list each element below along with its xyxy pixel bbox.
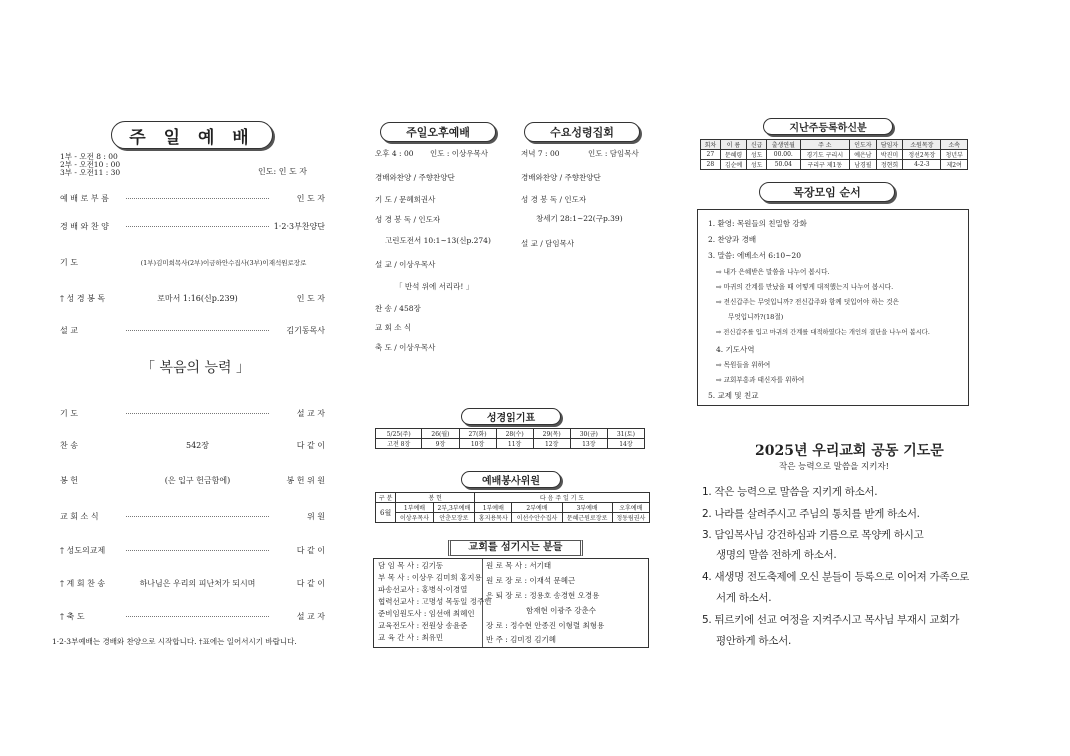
reading-chapter: 9장 (422, 439, 459, 449)
newcomer-cell: 성도 (747, 150, 767, 160)
staff-role: 교육전도사 : 전원상 송윤준 (378, 621, 468, 630)
cell-item: 1. 환영: 목원들의 친밀함 강화 (708, 219, 807, 228)
service-name: 안춘모장로 (433, 513, 474, 523)
prayer-item: 평안하게 하소서. (716, 635, 791, 647)
staff-role: 준비임원도사 : 임선애 최혜인 (378, 609, 475, 618)
service-name: 이선수안수집사 (512, 513, 562, 523)
service-month: 6월 (376, 503, 396, 523)
afternoon-item: 「 반석 위에 서리라! 」 (395, 282, 474, 291)
newcomer-cell: 제2여 (941, 160, 968, 170)
cell-item: ⇨ 교회부흥과 태신자를 위하여 (716, 376, 805, 384)
reading-chapter: 13장 (570, 439, 607, 449)
service-name: 이상우목사 (396, 513, 433, 523)
cell-item: ⇨ 전신갑주를 입고 마귀의 간계를 대적하였다는 개인의 결단을 나누어 봅시다. (716, 329, 930, 336)
order-row: 기 도 설 교 자 (60, 409, 325, 418)
order-row: 예 배 로 부 름 인 도 자 (60, 194, 325, 203)
newcomer-header: 출생연월 (767, 140, 801, 150)
prayer-item: 1. 작은 능력으로 말씀을 지키게 하소서. (702, 486, 878, 498)
cell-item: 4. 기도사역 (716, 345, 755, 354)
reading-day: 29(목) (533, 429, 570, 439)
service-header: 구 분 (376, 493, 396, 503)
cell-item: 5. 교제 및 친교 (708, 391, 759, 400)
newcomer-cell: 정현희 (876, 160, 903, 170)
newcomer-cell: 예은남 (850, 150, 877, 160)
staff-role: 부 목 사 : 이상우 김미희 홍지용 (378, 573, 482, 582)
staff-role: 함재현 이광주 강춘수 (526, 606, 596, 615)
wednesday-item: 창세기 28:1~22(구p.39) (536, 214, 623, 223)
newcomer-cell: 김순예 (720, 160, 747, 170)
newcomer-cell: 청년부 (941, 150, 968, 160)
order-row: 봉 헌 (은 입구 헌금함에) 봉 헌 위 원 (60, 476, 325, 485)
service-sub-row (376, 503, 650, 513)
newcomer-table (700, 139, 968, 170)
afternoon-item: 경배와찬양 / 주향찬양단 (375, 173, 455, 182)
newcomer-cell: 28 (701, 160, 721, 170)
service-name: 홍지용목사 (475, 513, 512, 523)
service-sub: 1부예배 (475, 503, 512, 513)
newcomer-row (701, 150, 968, 160)
reading-chapter: 12장 (533, 439, 570, 449)
staff-role: 은 퇴 장 로 : 정용호 송경현 오경용 (486, 591, 600, 600)
staff-role: 협력선교사 : 고명성 목동일 정주헌 (378, 597, 492, 606)
cell-item: 3. 말씀: 에베소서 6:10~20 (708, 251, 801, 260)
reading-chapter: 10장 (459, 439, 496, 449)
service-sub: 1부예배 (396, 503, 433, 513)
reading-day: 28(수) (496, 429, 533, 439)
afternoon-title: 주일오후예배 (380, 122, 496, 142)
newcomer-cell: 50.04 (767, 160, 801, 170)
newcomer-row (701, 160, 968, 170)
prayer-item: 서게 하소서. (716, 592, 772, 604)
order-row: 찬 송 542장 다 같 이 (60, 441, 325, 450)
afternoon-item: 성 경 봉 독 / 인도자 (375, 215, 441, 224)
prayer-item: 생명의 말씀 전하게 하소서. (716, 549, 837, 561)
staff-role: 원 로 장 로 : 이재석 문혜근 (486, 576, 576, 585)
wednesday-time: 저녁 7 : 00 (521, 149, 560, 158)
staff-role: 장 로 : 정수현 안종진 이형렬 최형용 (486, 621, 605, 630)
reading-title: 성경읽기표 (461, 408, 561, 425)
reading-chapter: 11장 (496, 439, 533, 449)
afternoon-item: 설 교 / 이상우목사 (375, 260, 436, 269)
service-header: 다 음 주 일 기 도 (475, 493, 650, 503)
newcomer-cell: 박진미 (876, 150, 903, 160)
wednesday-item: 성 경 봉 독 / 인도자 (521, 195, 587, 204)
sermon-title: 「 복음의 능력 」 (141, 360, 250, 376)
service-name: 문혜근원로장로 (562, 513, 612, 523)
newcomer-cell: 구리구 제1동 (800, 160, 850, 170)
service-sub: 2부,3부예배 (433, 503, 474, 513)
service-header: 봉 헌 (396, 493, 475, 503)
order-row: 교 회 소 식 위 원 (60, 512, 325, 521)
service-time-2: 2부 - 오전10 : 00 (60, 160, 121, 169)
newcomer-cell: 문혜령 (720, 150, 747, 160)
afternoon-time: 오후 4 : 00 (375, 149, 414, 158)
order-row: † 성 경 봉 독 로마서 1:16(신p.239) 인 도 자 (60, 294, 325, 303)
newcomer-header: 회차 (701, 140, 721, 150)
reading-table (375, 428, 645, 449)
staff-box (373, 558, 649, 648)
main-service-title: 주 일 예 배 (111, 121, 273, 149)
newcomer-cell: 남경필 (850, 160, 877, 170)
newcomer-title: 지난주등록하신분 (763, 118, 893, 135)
cell-meeting-box (697, 209, 969, 406)
order-row: † 축 도 설 교 자 (60, 612, 325, 621)
service-time-3: 3부 - 오전11 : 30 (60, 168, 121, 177)
reading-chapters-row (376, 439, 645, 449)
afternoon-item: 찬 송 / 458장 (375, 304, 421, 313)
newcomer-cell: 4-2-3 (903, 160, 941, 170)
newcomer-header: 인도자 (850, 140, 877, 150)
cell-meeting-title: 목장모임 순서 (759, 182, 895, 202)
prayer-item: 3. 담임목사님 강건하심과 기름으로 목양케 하시고 (702, 529, 924, 541)
intro-leader: 인도: 인 도 자 (258, 167, 307, 176)
wednesday-item: 설 교 / 담임목사 (521, 239, 575, 248)
newcomer-header: 주 소 (800, 140, 850, 150)
service-time-1: 1부 - 오전 8 : 00 (60, 152, 118, 161)
cell-item: 2. 찬양과 경배 (708, 235, 757, 244)
afternoon-item: 기 도 / 문혜희권사 (375, 195, 436, 204)
afternoon-item: 축 도 / 이상우목사 (375, 343, 436, 352)
newcomer-cell: 27 (701, 150, 721, 160)
afternoon-item: 고린도전서 10:1~13(신p.274) (385, 236, 491, 245)
staff-role: 파송선교사 : 홍병식·이경열 (378, 585, 468, 594)
prayer-item: 4. 새생명 전도축제에 오신 분들이 등록으로 이어져 가족으로 (702, 571, 969, 583)
cell-item: ⇨ 전신갑주는 무엇입니까? 전신갑주와 함께 덧입어야 하는 것은 (716, 298, 899, 306)
service-sub: 2부예배 (512, 503, 562, 513)
service-names-row (376, 513, 650, 523)
order-row: 설 교 김기동목사 (60, 326, 325, 335)
order-row: 경 배 와 찬 양 1·2·3부찬양단 (60, 222, 325, 231)
cell-item: ⇨ 내가 은혜받은 말씀을 나누어 봅시다. (716, 268, 830, 276)
newcomer-header: 소원목장 (903, 140, 941, 150)
newcomer-header: 담임자 (876, 140, 903, 150)
reading-day: 31(토) (607, 429, 644, 439)
reading-chapter: 고전 8장 (376, 439, 422, 449)
newcomer-cell: 경기도 구리시 (800, 150, 850, 160)
reading-days-row (376, 429, 645, 439)
staff-role: 반 주 : 김미정 김기혜 (486, 635, 557, 644)
reading-day: 26(월) (422, 429, 459, 439)
staff-role: 원 로 목 사 : 서기태 (486, 561, 552, 570)
wednesday-leader: 인도 : 담임목사 (588, 149, 639, 158)
newcomer-header: 신급 (747, 140, 767, 150)
newcomer-cell: 00.00. (767, 150, 801, 160)
wednesday-title: 수요성령집회 (524, 122, 640, 142)
staff-role: 담 임 목 사 : 김기동 (378, 561, 444, 570)
afternoon-leader: 인도 : 이상우목사 (430, 149, 489, 158)
prayer-subtitle: 작은 능력으로 말씀을 지키자! (779, 462, 890, 472)
order-row: 기 도 (1부)김미희목사(2부)이금하안수집사(3부)이재석원로장로 (60, 258, 307, 267)
staff-role: 교 육 간 사 : 최유민 (378, 633, 444, 642)
order-row: † 성도의교제 다 같 이 (60, 546, 325, 555)
service-table (375, 492, 650, 523)
cell-item: ⇨ 마귀의 간계를 만났을 때 어떻게 대적했는지 나누어 봅시다. (716, 283, 894, 291)
afternoon-item: 교 회 소 식 (375, 323, 412, 332)
newcomer-header: 이 름 (720, 140, 747, 150)
newcomer-cell: 성도 (747, 160, 767, 170)
service-header-row (376, 493, 650, 503)
newcomer-header: 소속 (941, 140, 968, 150)
order-row: † 계 회 찬 송 하나님은 우리의 피난처가 되시며 다 같 이 (60, 579, 325, 588)
prayer-item: 2. 나라를 살려주시고 주님의 통치를 받게 하소서. (702, 508, 920, 520)
wednesday-item: 경배와찬양 / 주향찬양단 (521, 173, 601, 182)
reading-day: 27(화) (459, 429, 496, 439)
reading-chapter: 14장 (607, 439, 644, 449)
prayer-title: 2025년 우리교회 공동 기도문 (755, 443, 944, 459)
cell-item: 무엇입니까?(18절) (728, 313, 784, 321)
reading-day: 30(금) (570, 429, 607, 439)
cell-item: ⇨ 목원들을 위하여 (716, 361, 771, 369)
reading-day: 5/25(주) (376, 429, 422, 439)
service-name: 정동림권사 (612, 513, 649, 523)
prayer-item: 5. 튀르키에 선교 여정을 지켜주시고 목사님 부재시 교회가 (702, 614, 960, 626)
footnote: 1·2·3부예배는 경배와 찬양으로 시작합니다. †표에는 일어서시기 바랍니다. (52, 637, 297, 646)
service-title: 예배봉사위원 (461, 471, 561, 488)
newcomer-header-row (701, 140, 968, 150)
service-sub: 3부예배 (562, 503, 612, 513)
staff-title: 교회를 섬기시는 분들 (448, 540, 583, 556)
service-sub: 오후예배 (612, 503, 649, 513)
newcomer-cell: 정선2목장 (903, 150, 941, 160)
